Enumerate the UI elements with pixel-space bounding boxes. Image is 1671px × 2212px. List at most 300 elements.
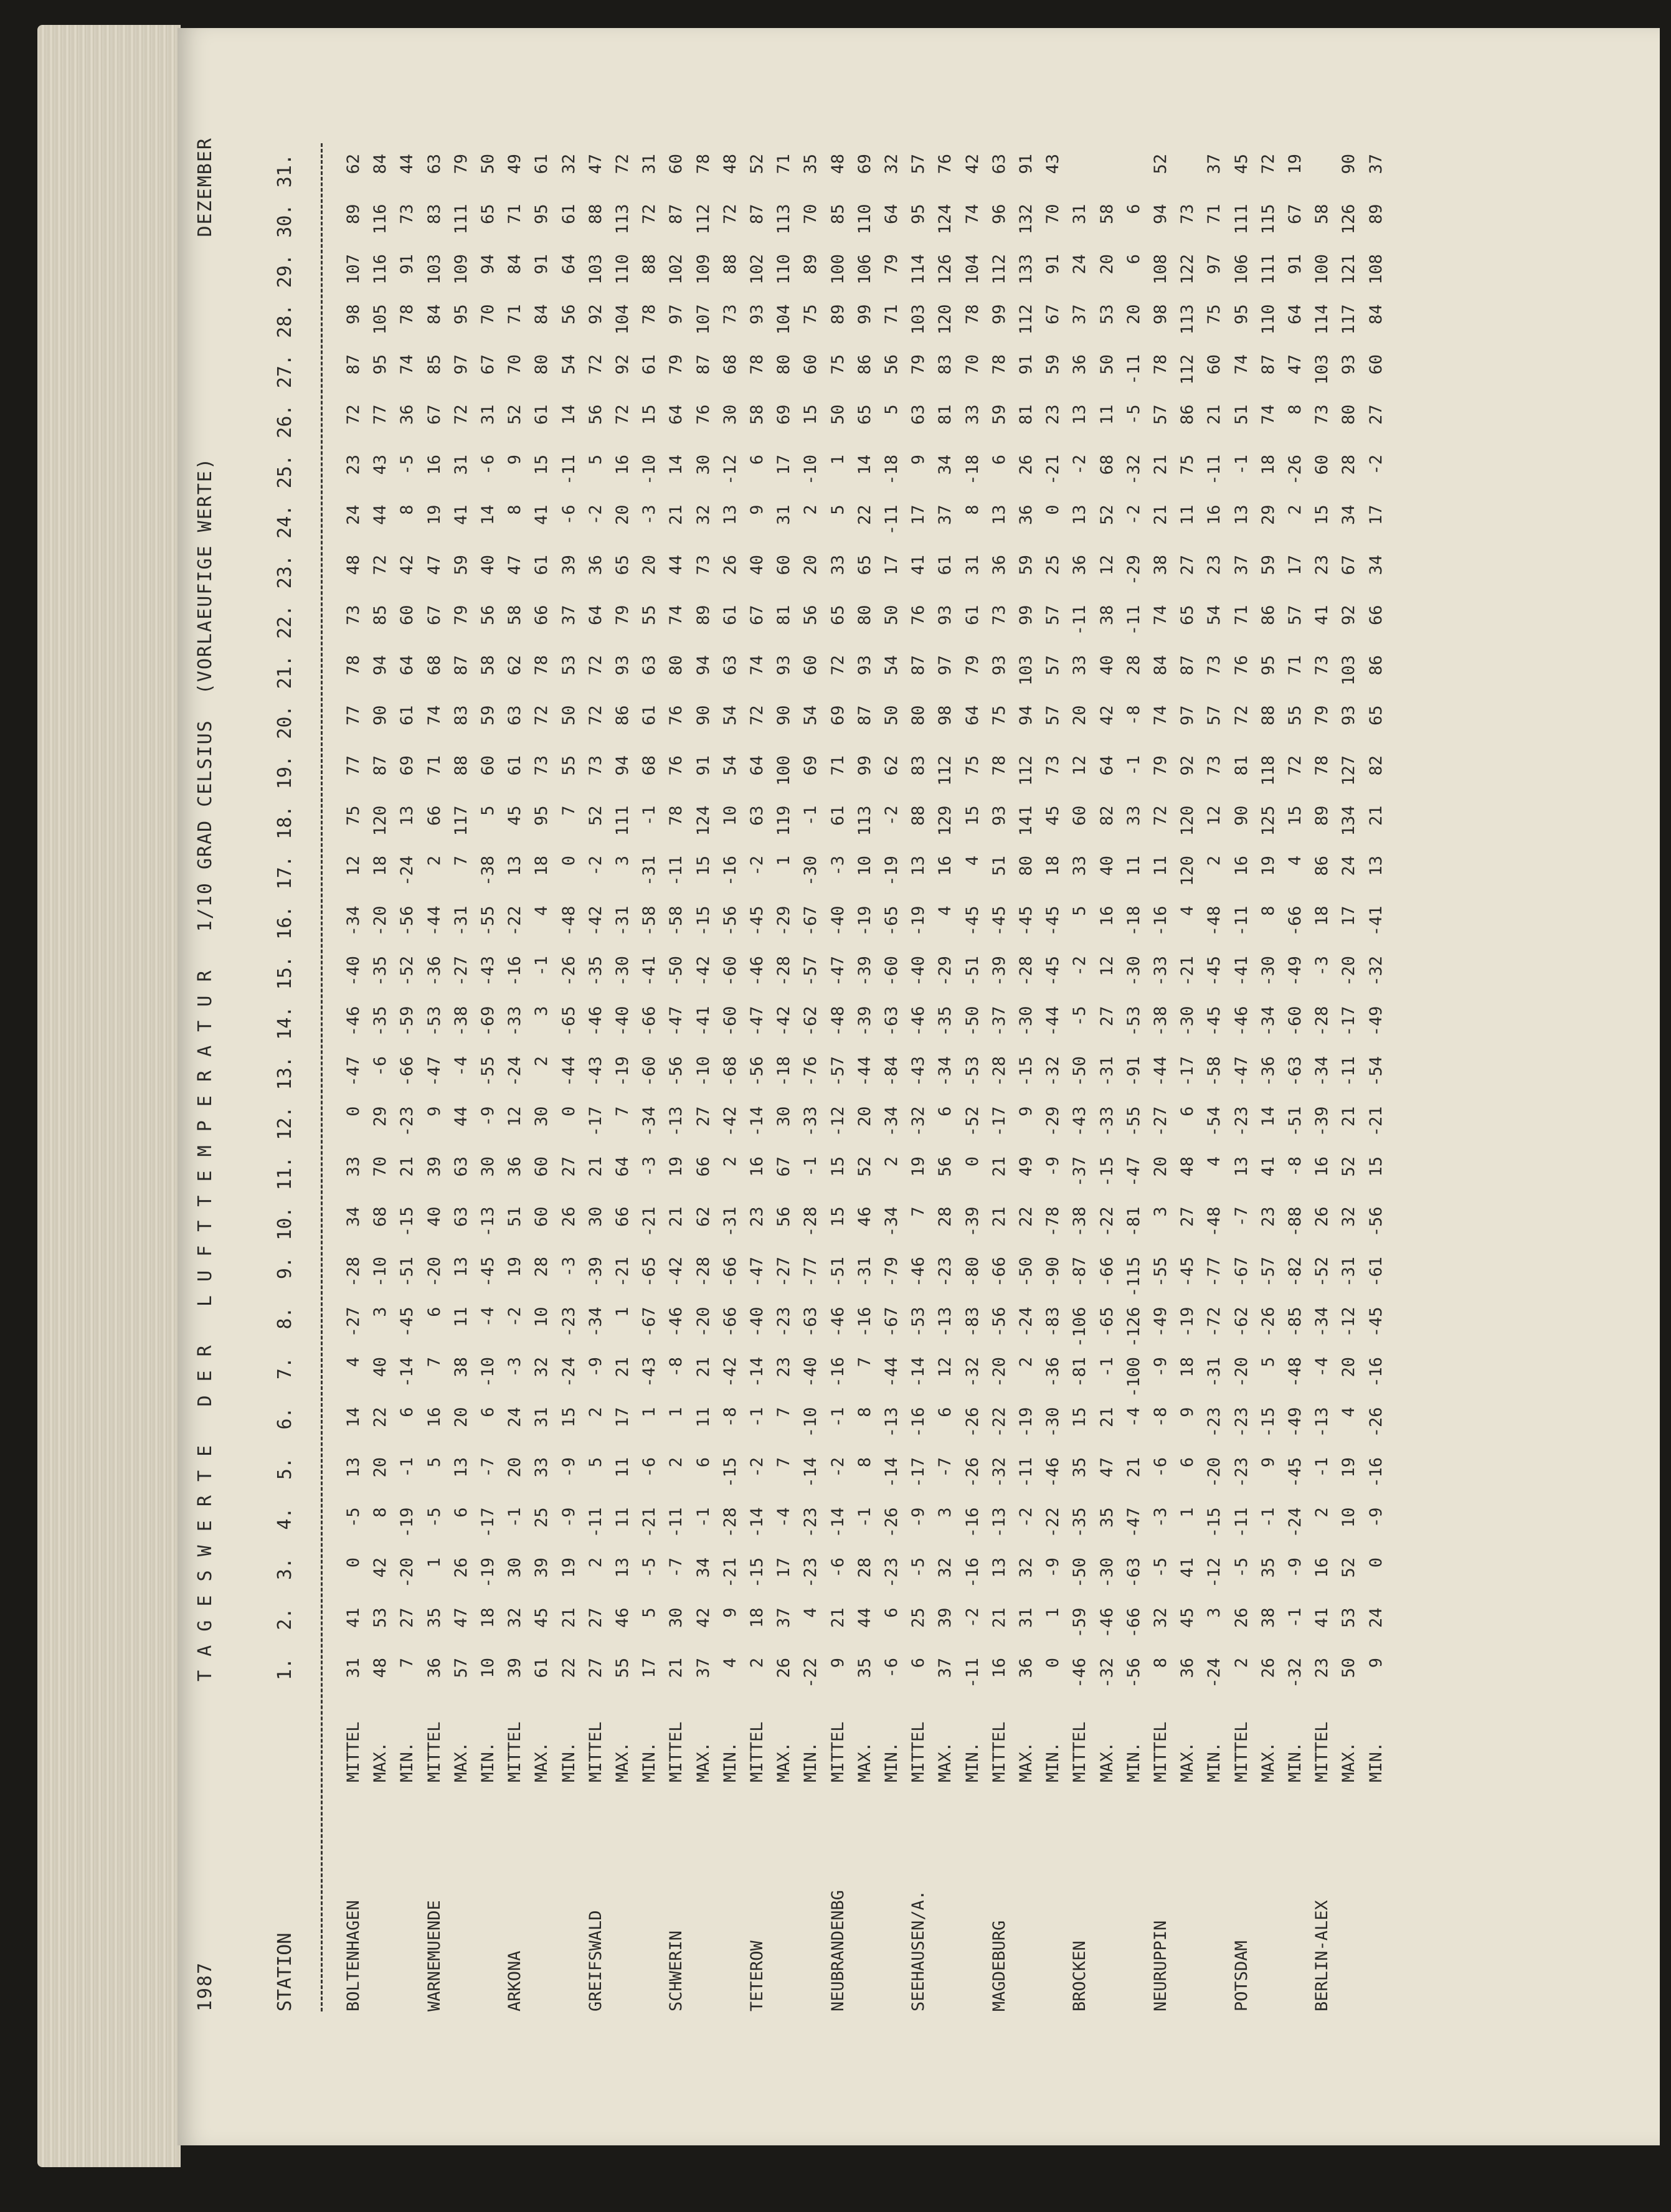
table-cell: -48: [559, 905, 579, 937]
table-cell: 47: [505, 555, 525, 575]
table-cell: -46: [909, 1006, 929, 1037]
table-cell: -39: [854, 956, 874, 986]
table-cell: -31: [720, 1206, 740, 1237]
table-cell: -56: [720, 905, 740, 937]
table-cell: 0: [344, 1106, 363, 1117]
table-cell: 103: [1312, 354, 1332, 385]
table-cell: 56: [774, 1206, 794, 1227]
table-row: [638, 131, 661, 2030]
table-cell: 59: [478, 705, 498, 726]
table-cell: 94: [1151, 204, 1170, 225]
table-cell: -46: [585, 1006, 605, 1037]
table-cell: -79: [882, 1257, 901, 1287]
table-cell: 20: [1124, 304, 1143, 325]
table-cell: 100: [774, 755, 794, 786]
table-cell: -66: [397, 1056, 417, 1087]
table-cell: 72: [344, 404, 363, 425]
table-cell: -17: [1178, 1056, 1198, 1087]
table-cell: 66: [1366, 605, 1386, 626]
table-cell: 72: [371, 555, 391, 575]
table-cell: -34: [640, 1106, 660, 1137]
table-cell: -20: [1231, 1357, 1251, 1387]
table-cell: -82: [1285, 1257, 1305, 1287]
table-cell: -58: [666, 905, 686, 937]
table-cell: 19: [505, 1257, 525, 1277]
table-cell: 8: [854, 1407, 874, 1417]
table-cell: -87: [1070, 1257, 1090, 1287]
table-cell: 89: [828, 304, 848, 325]
table-cell: 75: [989, 705, 1009, 726]
day-header: 7.: [274, 1357, 296, 1380]
table-row: [558, 131, 580, 2030]
table-cell: -32: [962, 1357, 982, 1387]
table-cell: 70: [505, 354, 525, 375]
table-row: [450, 131, 473, 2030]
table-cell: -20: [693, 1307, 713, 1338]
table-cell: -13: [989, 1507, 1009, 1538]
table-cell: 109: [693, 254, 713, 285]
table-cell: 26: [1312, 1206, 1332, 1227]
table-cell: -11: [559, 455, 579, 485]
table-cell: 83: [451, 705, 471, 726]
table-cell: 73: [344, 605, 363, 626]
table-cell: 40: [747, 555, 767, 575]
table-cell: -13: [882, 1407, 901, 1438]
table-cell: 64: [1097, 755, 1117, 776]
table-cell: 80: [854, 605, 874, 626]
table-cell: 27: [559, 1156, 579, 1177]
table-cell: 13: [451, 1457, 471, 1478]
table-cell: -55: [478, 905, 498, 937]
table-cell: -11: [666, 856, 686, 886]
table-cell: 63: [640, 655, 660, 676]
table-cell: -34: [1312, 1056, 1332, 1087]
table-cell: 80: [666, 655, 686, 676]
table-cell: -44: [559, 1056, 579, 1087]
table-cell: 59: [1016, 555, 1036, 575]
table-cell: 88: [909, 805, 929, 826]
table-cell: 21: [989, 1156, 1009, 1177]
table-cell: 60: [532, 1156, 552, 1177]
table-cell: -42: [774, 1006, 794, 1037]
table-cell: 84: [1366, 304, 1386, 325]
table-cell: 9: [909, 455, 929, 465]
table-cell: 15: [693, 856, 713, 876]
table-cell: -45: [962, 905, 982, 937]
table-cell: -6: [828, 1557, 848, 1578]
table-cell: 17: [909, 504, 929, 526]
table-cell: 60: [1205, 354, 1224, 375]
table-cell: -7: [478, 1457, 498, 1478]
table-cell: 15: [532, 455, 552, 475]
table-cell: 12: [505, 1106, 525, 1127]
day-header: 22.: [274, 605, 296, 639]
table-cell: 40: [1097, 856, 1117, 876]
table-cell: 14: [344, 1407, 363, 1428]
table-cell: 5: [882, 404, 901, 415]
table-cell: -14: [882, 1457, 901, 1488]
table-cell: 26: [774, 1658, 794, 1678]
value-type: MAX.: [935, 1741, 955, 1782]
table-cell: -23: [801, 1507, 821, 1538]
table-cell: 61: [397, 705, 417, 726]
table-cell: 40: [478, 555, 498, 575]
table-cell: -32: [1285, 1658, 1305, 1688]
table-cell: -27: [451, 956, 471, 986]
table-cell: -16: [720, 856, 740, 886]
table-cell: 27: [1178, 555, 1198, 575]
table-cell: 112: [1016, 755, 1036, 786]
table-cell: -51: [397, 1257, 417, 1287]
table-cell: -16: [828, 1357, 848, 1387]
table-cell: 19: [1258, 856, 1278, 876]
table-cell: 5: [828, 504, 848, 515]
table-cell: 72: [747, 705, 767, 726]
table-cell: 44: [371, 504, 391, 526]
table-cell: 79: [666, 354, 686, 375]
table-cell: 67: [774, 1156, 794, 1177]
table-cell: -53: [424, 1006, 444, 1037]
table-cell: 18: [1043, 856, 1063, 876]
table-cell: 47: [424, 555, 444, 575]
table-cell: 58: [747, 404, 767, 425]
table-cell: -9: [559, 1457, 579, 1478]
table-cell: 21: [1151, 504, 1170, 526]
table-cell: -43: [909, 1056, 929, 1087]
table-cell: 41: [909, 555, 929, 575]
table-cell: -30: [1178, 1006, 1198, 1037]
table-cell: -10: [801, 1407, 821, 1438]
table-cell: 30: [720, 404, 740, 425]
table-cell: 61: [532, 1658, 552, 1678]
day-header: 16.: [274, 905, 296, 940]
table-cell: -23: [1231, 1407, 1251, 1438]
table-cell: 91: [1016, 354, 1036, 375]
table-cell: -8: [720, 1407, 740, 1428]
table-cell: 60: [774, 555, 794, 575]
table-cell: 72: [720, 204, 740, 225]
table-cell: 77: [344, 755, 363, 776]
table-cell: -41: [693, 1006, 713, 1037]
table-cell: -39: [854, 1006, 874, 1037]
table-cell: -7: [935, 1457, 955, 1478]
table-cell: -60: [720, 956, 740, 986]
table-cell: 21: [1366, 805, 1386, 826]
table-cell: 93: [1339, 705, 1359, 726]
table-cell: -23: [559, 1307, 579, 1338]
table-cell: 32: [935, 1557, 955, 1578]
table-cell: 61: [532, 555, 552, 575]
table-row: [934, 131, 957, 2030]
table-cell: 21: [666, 1658, 686, 1678]
table-row: [1069, 131, 1091, 2030]
table-cell: -7: [1231, 1206, 1251, 1227]
table-cell: 54: [720, 705, 740, 726]
table-cell: 25: [1043, 555, 1063, 575]
table-cell: 36: [1016, 504, 1036, 526]
table-cell: 36: [1016, 1658, 1036, 1678]
table-cell: 90: [693, 705, 713, 726]
table-cell: -24: [397, 856, 417, 886]
table-cell: 75: [801, 304, 821, 325]
table-cell: 41: [451, 504, 471, 526]
table-cell: 60: [1312, 455, 1332, 475]
table-cell: -43: [478, 956, 498, 986]
table-cell: 52: [585, 805, 605, 826]
table-cell: -28: [720, 1507, 740, 1538]
table-row: [424, 131, 446, 2030]
table-cell: 24: [344, 504, 363, 526]
table-cell: -8: [666, 1357, 686, 1378]
table-cell: 32: [693, 504, 713, 526]
table-cell: 65: [613, 555, 632, 575]
table-cell: -1: [801, 805, 821, 826]
table-cell: 79: [1312, 705, 1332, 726]
table-cell: -11: [1016, 1457, 1036, 1488]
table-cell: 11: [693, 1407, 713, 1428]
table-cell: 91: [1016, 154, 1036, 174]
table-cell: 74: [1151, 705, 1170, 726]
table-cell: 57: [1043, 605, 1063, 626]
table-cell: 21: [1339, 1106, 1359, 1127]
table-cell: -76: [801, 1056, 821, 1087]
table-cell: 48: [1178, 1156, 1198, 1177]
table-cell: 113: [854, 805, 874, 836]
table-cell: 85: [424, 354, 444, 375]
table-cell: 3: [1205, 1607, 1224, 1618]
table-cell: 4: [344, 1357, 363, 1368]
table-cell: -62: [801, 1006, 821, 1037]
table-cell: 1: [1178, 1507, 1198, 1518]
table-cell: 20: [1151, 1156, 1170, 1177]
table-cell: -84: [882, 1056, 901, 1087]
table-cell: 62: [882, 755, 901, 776]
table-row: [396, 131, 419, 2030]
table-cell: 2: [532, 1056, 552, 1067]
table-cell: -4: [1124, 1407, 1143, 1428]
table-cell: 39: [505, 1658, 525, 1678]
table-cell: -5: [1124, 404, 1143, 425]
table-cell: -50: [1016, 1257, 1036, 1287]
table-cell: -34: [585, 1307, 605, 1338]
table-cell: 1: [613, 1307, 632, 1317]
table-cell: -46: [828, 1307, 848, 1338]
table-cell: 9: [505, 455, 525, 465]
table-cell: 104: [962, 254, 982, 285]
table-cell: 87: [666, 204, 686, 225]
value-type: MIN.: [397, 1741, 417, 1782]
table-cell: 116: [371, 254, 391, 285]
station-name: BROCKEN: [1070, 1940, 1090, 2011]
table-cell: 73: [1205, 655, 1224, 676]
table-cell: 70: [1043, 204, 1063, 225]
table-row: [907, 131, 930, 2030]
table-cell: 76: [1231, 655, 1251, 676]
table-cell: -9: [909, 1507, 929, 1528]
table-cell: 19: [424, 504, 444, 526]
table-cell: 6: [693, 1457, 713, 1468]
table-cell: 102: [747, 254, 767, 285]
table-cell: 43: [371, 455, 391, 475]
table-cell: 103: [424, 254, 444, 285]
table-cell: 84: [1151, 655, 1170, 676]
table-cell: 27: [585, 1607, 605, 1628]
table-cell: -45: [989, 905, 1009, 937]
table-cell: 16: [424, 455, 444, 475]
table-cell: 28: [532, 1257, 552, 1277]
table-cell: -6: [882, 1658, 901, 1678]
table-cell: -61: [1366, 1257, 1386, 1287]
table-cell: -24: [1205, 1658, 1224, 1688]
table-cell: -45: [1178, 1257, 1198, 1287]
table-cell: 5: [1258, 1357, 1278, 1368]
table-row: [1257, 131, 1280, 2030]
table-cell: -1: [1124, 755, 1143, 776]
table-cell: -11: [1124, 354, 1143, 385]
table-cell: 61: [962, 605, 982, 626]
table-cell: 77: [371, 404, 391, 425]
table-cell: 73: [989, 605, 1009, 626]
table-cell: 31: [640, 154, 660, 174]
table-cell: 74: [747, 655, 767, 676]
table-cell: -72: [1205, 1307, 1224, 1338]
table-cell: 71: [774, 154, 794, 174]
table-cell: 66: [693, 1156, 713, 1177]
table-cell: 92: [1178, 755, 1198, 776]
table-cell: 31: [962, 555, 982, 575]
table-cell: -15: [1205, 1507, 1224, 1538]
table-cell: -45: [1016, 905, 1036, 937]
day-header: 10.: [274, 1206, 296, 1241]
table-row: [369, 131, 392, 2030]
table-cell: -40: [344, 956, 363, 986]
table-cell: 52: [1151, 154, 1170, 174]
table-row: [827, 131, 850, 2030]
table-cell: -11: [1231, 1507, 1251, 1538]
table-cell: -31: [1097, 1056, 1117, 1087]
table-row: [665, 131, 688, 2030]
table-cell: 17: [774, 455, 794, 475]
table-cell: -78: [1043, 1206, 1063, 1237]
table-cell: 99: [1016, 605, 1036, 626]
table-cell: 16: [424, 1407, 444, 1428]
table-cell: 112: [935, 755, 955, 786]
table-cell: -9: [478, 1106, 498, 1127]
table-cell: 120: [935, 304, 955, 335]
table-cell: 69: [828, 705, 848, 726]
station-name: SEEHAUSEN/A.: [909, 1889, 929, 2011]
table-cell: 64: [882, 204, 901, 225]
table-cell: -34: [882, 1106, 901, 1137]
table-cell: 21: [989, 1607, 1009, 1628]
table-cell: 86: [613, 705, 632, 726]
table-cell: 86: [854, 354, 874, 375]
table-cell: 63: [720, 655, 740, 676]
table-cell: 4: [532, 905, 552, 916]
table-cell: -106: [1070, 1307, 1090, 1348]
table-row: [1365, 131, 1388, 2030]
table-row: [881, 131, 903, 2030]
table-cell: 15: [1285, 805, 1305, 826]
table-cell: 79: [613, 605, 632, 626]
table-cell: 67: [424, 404, 444, 425]
table-cell: -26: [962, 1457, 982, 1488]
day-header: 23.: [274, 555, 296, 589]
value-type: MITTEL: [585, 1721, 605, 1782]
table-cell: 36: [989, 555, 1009, 575]
table-row: [1203, 131, 1226, 2030]
table-cell: 83: [424, 204, 444, 225]
table-cell: 33: [1070, 856, 1090, 876]
table-cell: -18: [962, 455, 982, 485]
table-cell: 68: [371, 1206, 391, 1227]
table-cell: 18: [1178, 1357, 1198, 1378]
table-cell: 10: [532, 1307, 552, 1328]
table-cell: 113: [1178, 304, 1198, 335]
table-cell: 126: [935, 254, 955, 285]
table-cell: 34: [935, 455, 955, 475]
table-cell: 3: [935, 1507, 955, 1518]
table-cell: -48: [1205, 905, 1224, 937]
table-cell: -50: [1070, 1056, 1090, 1087]
table-cell: 78: [344, 655, 363, 676]
table-cell: 31: [1070, 204, 1090, 225]
table-cell: 75: [344, 805, 363, 826]
table-cell: 60: [801, 655, 821, 676]
table-cell: 16: [1097, 905, 1117, 927]
table-cell: 31: [532, 1407, 552, 1428]
table-cell: 45: [1178, 1607, 1198, 1628]
table-cell: 3: [371, 1307, 391, 1317]
table-cell: 6: [1178, 1457, 1198, 1468]
table-cell: 7: [451, 856, 471, 866]
table-cell: 27: [397, 1607, 417, 1628]
day-header: 1.: [274, 1658, 296, 1681]
table-cell: 91: [397, 254, 417, 275]
table-cell: -4: [1312, 1357, 1332, 1378]
table-cell: 21: [1151, 455, 1170, 475]
table-cell: 76: [909, 605, 929, 626]
table-cell: 15: [1366, 1156, 1386, 1177]
table-cell: 73: [1312, 655, 1332, 676]
table-cell: 45: [532, 1607, 552, 1628]
table-cell: 86: [1178, 404, 1198, 425]
table-cell: 103: [1016, 655, 1036, 686]
table-cell: -57: [801, 956, 821, 986]
rotated-table-sheet: [187, 131, 1408, 2030]
table-cell: -2: [1124, 504, 1143, 526]
table-cell: -24: [1016, 1307, 1036, 1338]
table-cell: 110: [774, 254, 794, 285]
table-cell: -60: [882, 956, 901, 986]
value-type: MITTEL: [747, 1721, 767, 1782]
table-cell: -51: [962, 956, 982, 986]
table-cell: 57: [1043, 705, 1063, 726]
table-cell: 11: [613, 1507, 632, 1528]
table-cell: 3: [613, 856, 632, 866]
table-cell: -32: [909, 1106, 929, 1137]
table-cell: 7: [613, 1106, 632, 1117]
table-cell: 49: [1016, 1156, 1036, 1177]
table-cell: -56: [397, 905, 417, 937]
table-cell: 13: [1231, 504, 1251, 526]
table-cell: 67: [1285, 204, 1305, 225]
table-cell: 2: [585, 1407, 605, 1417]
table-cell: -52: [962, 1106, 982, 1137]
table-cell: 120: [371, 805, 391, 836]
table-cell: -5: [424, 1507, 444, 1528]
table-cell: 47: [585, 154, 605, 174]
